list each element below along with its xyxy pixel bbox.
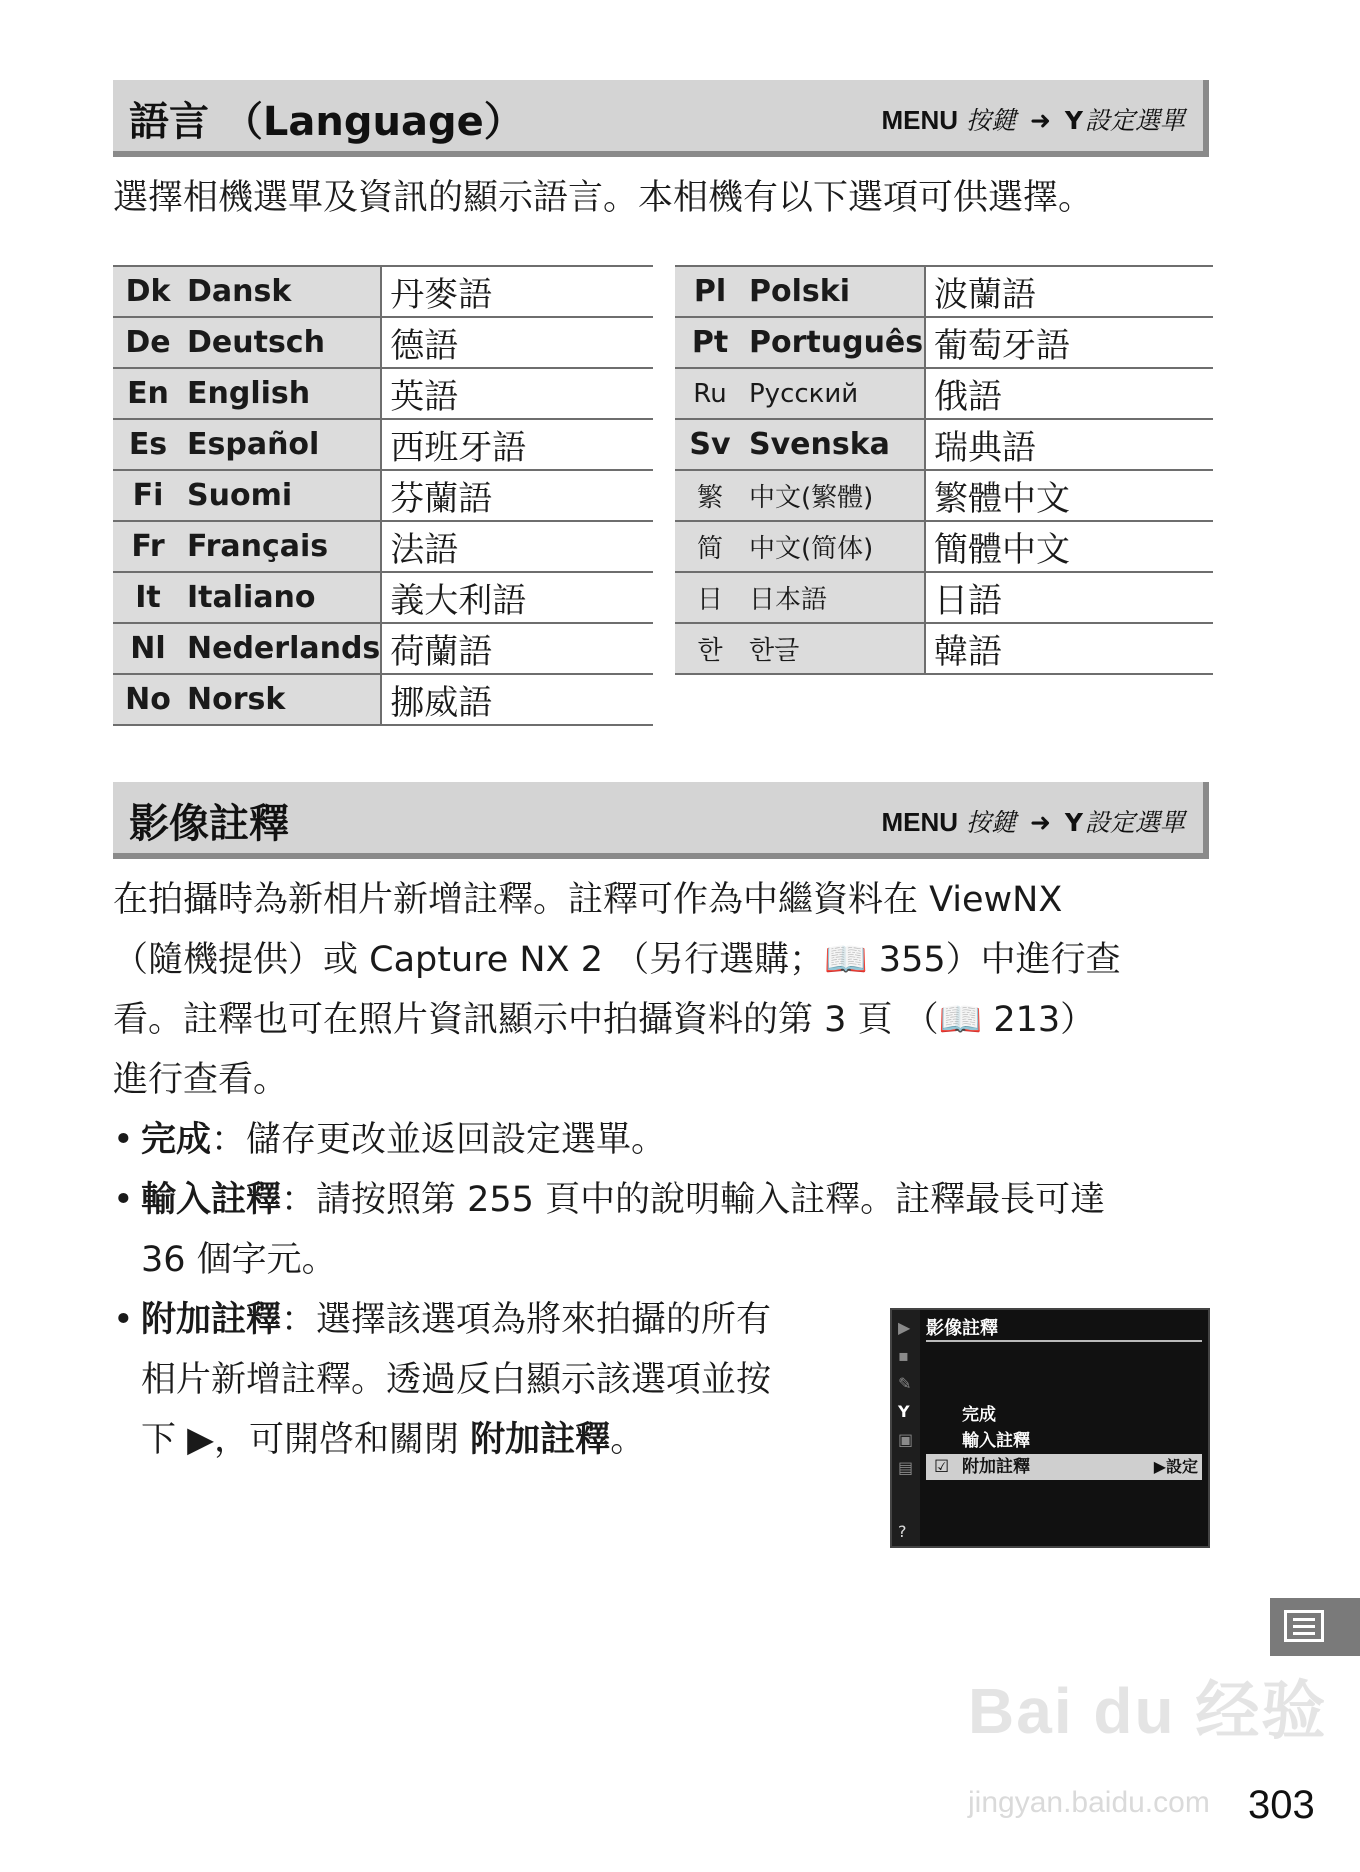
- language-row: [675, 266, 1213, 317]
- menu-path: [881, 101, 1185, 137]
- language-row: [113, 623, 653, 674]
- menu-list-icon: [1284, 1610, 1324, 1642]
- language-code: En: [113, 368, 183, 419]
- language-row: [675, 419, 1213, 470]
- language-intro: 選擇相機選單及資訊的顯示語言。本相機有以下選項可供選擇。: [113, 178, 1094, 218]
- bullet-term: 輸入註釋: [141, 1180, 282, 1220]
- bullet-text: 相片新增註釋。透過反白顯示該選項並按: [141, 1360, 772, 1400]
- checkbox-icon: ☑: [934, 1457, 950, 1477]
- language-code: Ru: [675, 368, 745, 419]
- bullet-input-comment: • 輸入註釋：請按照第 255 頁中的說明輸入註釋。註釋最長可達 36 個字元。: [113, 1170, 1213, 1290]
- key-label: 按鍵: [966, 808, 1017, 837]
- language-code: 한: [675, 623, 745, 674]
- paragraph-line: （隨機提供）或 Capture NX 2 （另行選購；📖 355）中進行查: [113, 940, 1121, 980]
- language-row: [675, 572, 1213, 623]
- bullet-text: ：儲存更改並返回設定選單。: [211, 1120, 667, 1160]
- watermark-logo: Bai du 经验: [968, 1675, 1328, 1747]
- language-row: [113, 674, 653, 725]
- watermark-url: jingyan.baidu.com: [968, 1786, 1210, 1819]
- arrow-icon: ➜: [1029, 106, 1051, 135]
- language-zh: 荷蘭語: [381, 623, 653, 674]
- help-icon: ?: [898, 1522, 907, 1541]
- arrow-icon: ➜: [1029, 808, 1051, 837]
- language-zh: 瑞典語: [925, 419, 1213, 470]
- language-code: 简: [675, 521, 745, 572]
- bullet-term: 附加註釋: [141, 1300, 282, 1340]
- language-zh: 簡體中文: [925, 521, 1213, 572]
- page-number: 303: [1248, 1783, 1315, 1827]
- set-label: ▶設定: [1153, 1457, 1198, 1476]
- camera-item-input-comment: 輸入註釋: [962, 1431, 1030, 1451]
- language-code: De: [113, 317, 183, 368]
- bullet-attach-comment: • 附加註釋：選擇該選項為將來拍攝的所有 相片新增註釋。透過反白顯示該選項並按 下 ▶，可開啓和關閉 附加註釋。: [113, 1290, 873, 1470]
- bullet-term: 附加註釋: [470, 1420, 611, 1460]
- language-row: [113, 266, 653, 317]
- shooting-icon: ▪: [898, 1346, 909, 1365]
- mymenu-icon: ▤: [898, 1458, 914, 1477]
- setup-wrench-icon: Y: [898, 1402, 910, 1421]
- menu-label: MENU: [881, 807, 959, 837]
- language-code: Sv: [675, 419, 745, 470]
- setup-menu-label: 設定選單: [1084, 106, 1185, 135]
- camera-item-attach-comment: ☑ 附加註釋 ▶設定: [926, 1454, 1202, 1480]
- language-name: Svenska: [745, 419, 925, 470]
- language-zh: 挪威語: [381, 674, 653, 725]
- language-code: Fr: [113, 521, 183, 572]
- menu-label: MENU: [881, 105, 959, 135]
- setup-menu-label: 設定選單: [1084, 808, 1185, 837]
- language-code: Nl: [113, 623, 183, 674]
- language-zh: 俄語: [925, 368, 1213, 419]
- bullet-term: 完成: [141, 1120, 212, 1160]
- language-code: 繁: [675, 470, 745, 521]
- language-zh: 丹麥語: [381, 266, 653, 317]
- language-zh: 繁體中文: [925, 470, 1213, 521]
- language-name: 中文(简体): [745, 521, 925, 572]
- language-name: Suomi: [183, 470, 381, 521]
- bullet-text: ：選擇該選項為將來拍攝的所有: [281, 1300, 772, 1340]
- bullet-done: • 完成：儲存更改並返回設定選單。: [113, 1120, 667, 1160]
- bullet-text: ：請按照第 255 頁中的說明輸入註釋。註釋最長可達: [281, 1180, 1106, 1220]
- language-row: [675, 368, 1213, 419]
- language-name: Norsk: [183, 674, 381, 725]
- language-name: Italiano: [183, 572, 381, 623]
- language-name: 한글: [745, 623, 925, 674]
- language-code: 日: [675, 572, 745, 623]
- key-label: 按鍵: [966, 106, 1017, 135]
- language-table-left: [113, 265, 653, 726]
- language-zh: 日語: [925, 572, 1213, 623]
- language-zh: 德語: [381, 317, 653, 368]
- language-name: 日本語: [745, 572, 925, 623]
- language-row: [675, 470, 1213, 521]
- language-code: Dk: [113, 266, 183, 317]
- language-name: Nederlands: [183, 623, 381, 674]
- language-zh: 波蘭語: [925, 266, 1213, 317]
- camera-screen-title: 影像註釋: [926, 1318, 998, 1339]
- camera-menu-screenshot: [890, 1308, 1210, 1548]
- language-name: Dansk: [183, 266, 381, 317]
- language-code: Es: [113, 419, 183, 470]
- language-row: [675, 317, 1213, 368]
- language-row: [113, 470, 653, 521]
- retouch-icon: ▣: [898, 1430, 914, 1449]
- language-name: Русский: [745, 368, 925, 419]
- language-name: English: [183, 368, 381, 419]
- language-row: [113, 419, 653, 470]
- playback-icon: ▶: [898, 1318, 911, 1337]
- paragraph-line: 看。註釋也可在照片資訊顯示中拍攝資料的第 3 頁 （📖 213）: [113, 1000, 1096, 1040]
- language-zh: 法語: [381, 521, 653, 572]
- language-zh: 葡萄牙語: [925, 317, 1213, 368]
- language-zh: 韓語: [925, 623, 1213, 674]
- language-name: 中文(繁體): [745, 470, 925, 521]
- wrench-icon: Y: [1064, 808, 1083, 837]
- language-row: [113, 521, 653, 572]
- language-code: Pt: [675, 317, 745, 368]
- language-row: [675, 623, 1213, 674]
- language-code: It: [113, 572, 183, 623]
- language-section-title: 語言 （Language）: [129, 99, 524, 145]
- paragraph-line: 在拍攝時為新相片新增註釋。註釋可作為中繼資料在 ViewNX: [113, 880, 1063, 920]
- language-zh: 西班牙語: [381, 419, 653, 470]
- language-row: [113, 317, 653, 368]
- language-code: No: [113, 674, 183, 725]
- bullet-text: 36 個字元。: [141, 1240, 337, 1280]
- language-name: Deutsch: [183, 317, 381, 368]
- language-name: Español: [183, 419, 381, 470]
- camera-menu-sidebar: [892, 1310, 920, 1546]
- image-comment-paragraph: [113, 870, 1213, 1110]
- camera-item-done: 完成: [962, 1405, 996, 1425]
- language-name: Français: [183, 521, 381, 572]
- language-zh: 義大利語: [381, 572, 653, 623]
- image-comment-section-title: 影像註釋: [129, 801, 289, 847]
- custom-icon: ✎: [898, 1374, 912, 1393]
- language-table-right: [675, 265, 1213, 675]
- bullet-text: 下 ▶，可開啓和關閉: [141, 1420, 471, 1460]
- language-zh: 芬蘭語: [381, 470, 653, 521]
- language-section-header: [113, 80, 1209, 157]
- language-zh: 英語: [381, 368, 653, 419]
- language-row: [113, 368, 653, 419]
- menu-path: [881, 803, 1185, 839]
- language-name: Polski: [745, 266, 925, 317]
- language-row: [675, 521, 1213, 572]
- menu-guide-tab: [1270, 1598, 1360, 1656]
- language-code: Fi: [113, 470, 183, 521]
- paragraph-line: 進行查看。: [113, 1060, 289, 1100]
- language-row: [113, 572, 653, 623]
- wrench-icon: Y: [1064, 106, 1083, 135]
- language-name: Português: [745, 317, 925, 368]
- language-code: Pl: [675, 266, 745, 317]
- image-comment-section-header: [113, 782, 1209, 859]
